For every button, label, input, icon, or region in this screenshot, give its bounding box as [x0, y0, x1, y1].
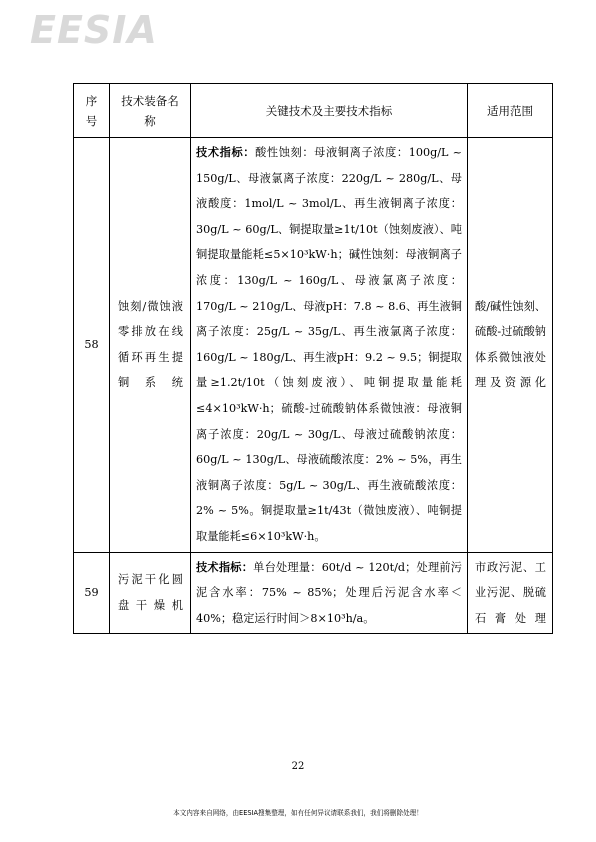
tech-label: 技术指标：	[196, 560, 254, 574]
row-no: 58	[74, 138, 110, 553]
header-scope: 适用范围	[468, 84, 553, 138]
row-no: 59	[74, 552, 110, 634]
row-scope: 市政污泥、工业污泥、脱硫石膏处理	[468, 552, 553, 634]
eesia-logo-watermark: EESIA	[30, 8, 158, 52]
row-name: 蚀刻/微蚀液零排放在线循环再生提铜系统	[110, 138, 191, 553]
equipment-table	[73, 83, 553, 634]
table-row	[74, 552, 553, 634]
row-scope: 酸/碱性蚀刻、硫酸-过硫酸钠体系微蚀液处理及资源化	[468, 138, 553, 553]
row-name: 污泥干化圆盘干燥机	[110, 552, 191, 634]
tech-body: 单台处理量：60t/d ~ 120t/d；处理前污泥含水率：75% ~ 85%；处理后污泥含水率＜40%；稳定运行时间＞8×10³h/a。	[196, 560, 462, 625]
header-name: 技术装备名称	[110, 84, 191, 138]
row-tech	[191, 138, 468, 553]
table-header-row	[74, 84, 553, 138]
page-number: 22	[291, 761, 305, 772]
header-no: 序号	[74, 84, 110, 138]
row-tech	[191, 552, 468, 634]
footer-disclaimer: 本文内容来自网络，由EESIA搜集整理，如有任何异议请联系我们，我们将删除处理！	[173, 809, 423, 817]
tech-label: 技术指标：	[196, 146, 256, 159]
tech-body: 酸性蚀刻：母液铜离子浓度：100g/L ~ 150g/L、母液氯离子浓度：220g/L ~ 280g/L、母液酸度：1mol/L ~ 3mol/L、再生液铜离子浓度：30g/L ~ 60g/L、铜提取量≥1t/10t（蚀刻废液）、吨铜提取量能耗≤5×10³kW·h；碱性蚀刻：母液铜离子浓度：130g/L ~ 160g/L、母液氯离子浓度：170g/L ~ 210g/L、母液pH：7.8 ~ 8.6、再生液铜离子浓度：25g/L ~ 35g/L、再生液氯离子浓度：160g/L ~ 180g/L、再生液pH：9.2 ~ 9.5；铜提取量≥1.2t/10t（蚀刻废液）、吨铜提取量能耗≤4×10³kW·h；硫酸-过硫酸钠体系微蚀液：母液铜离子浓度：20g/L ~ 30g/L、母液过硫酸钠浓度：60g/L ~ 130g/L、母液硫酸浓度：2% ~ 5%，再生液铜离子浓度：5g/L ~ 30g/L、再生液硫酸浓度：2% ~ 5%。铜提取量≥1t/43t（微蚀废液）、吨铜提取量能耗≤6×10³kW·h。	[196, 146, 462, 543]
header-tech: 关键技术及主要技术指标	[191, 84, 468, 138]
table-row	[74, 138, 553, 553]
